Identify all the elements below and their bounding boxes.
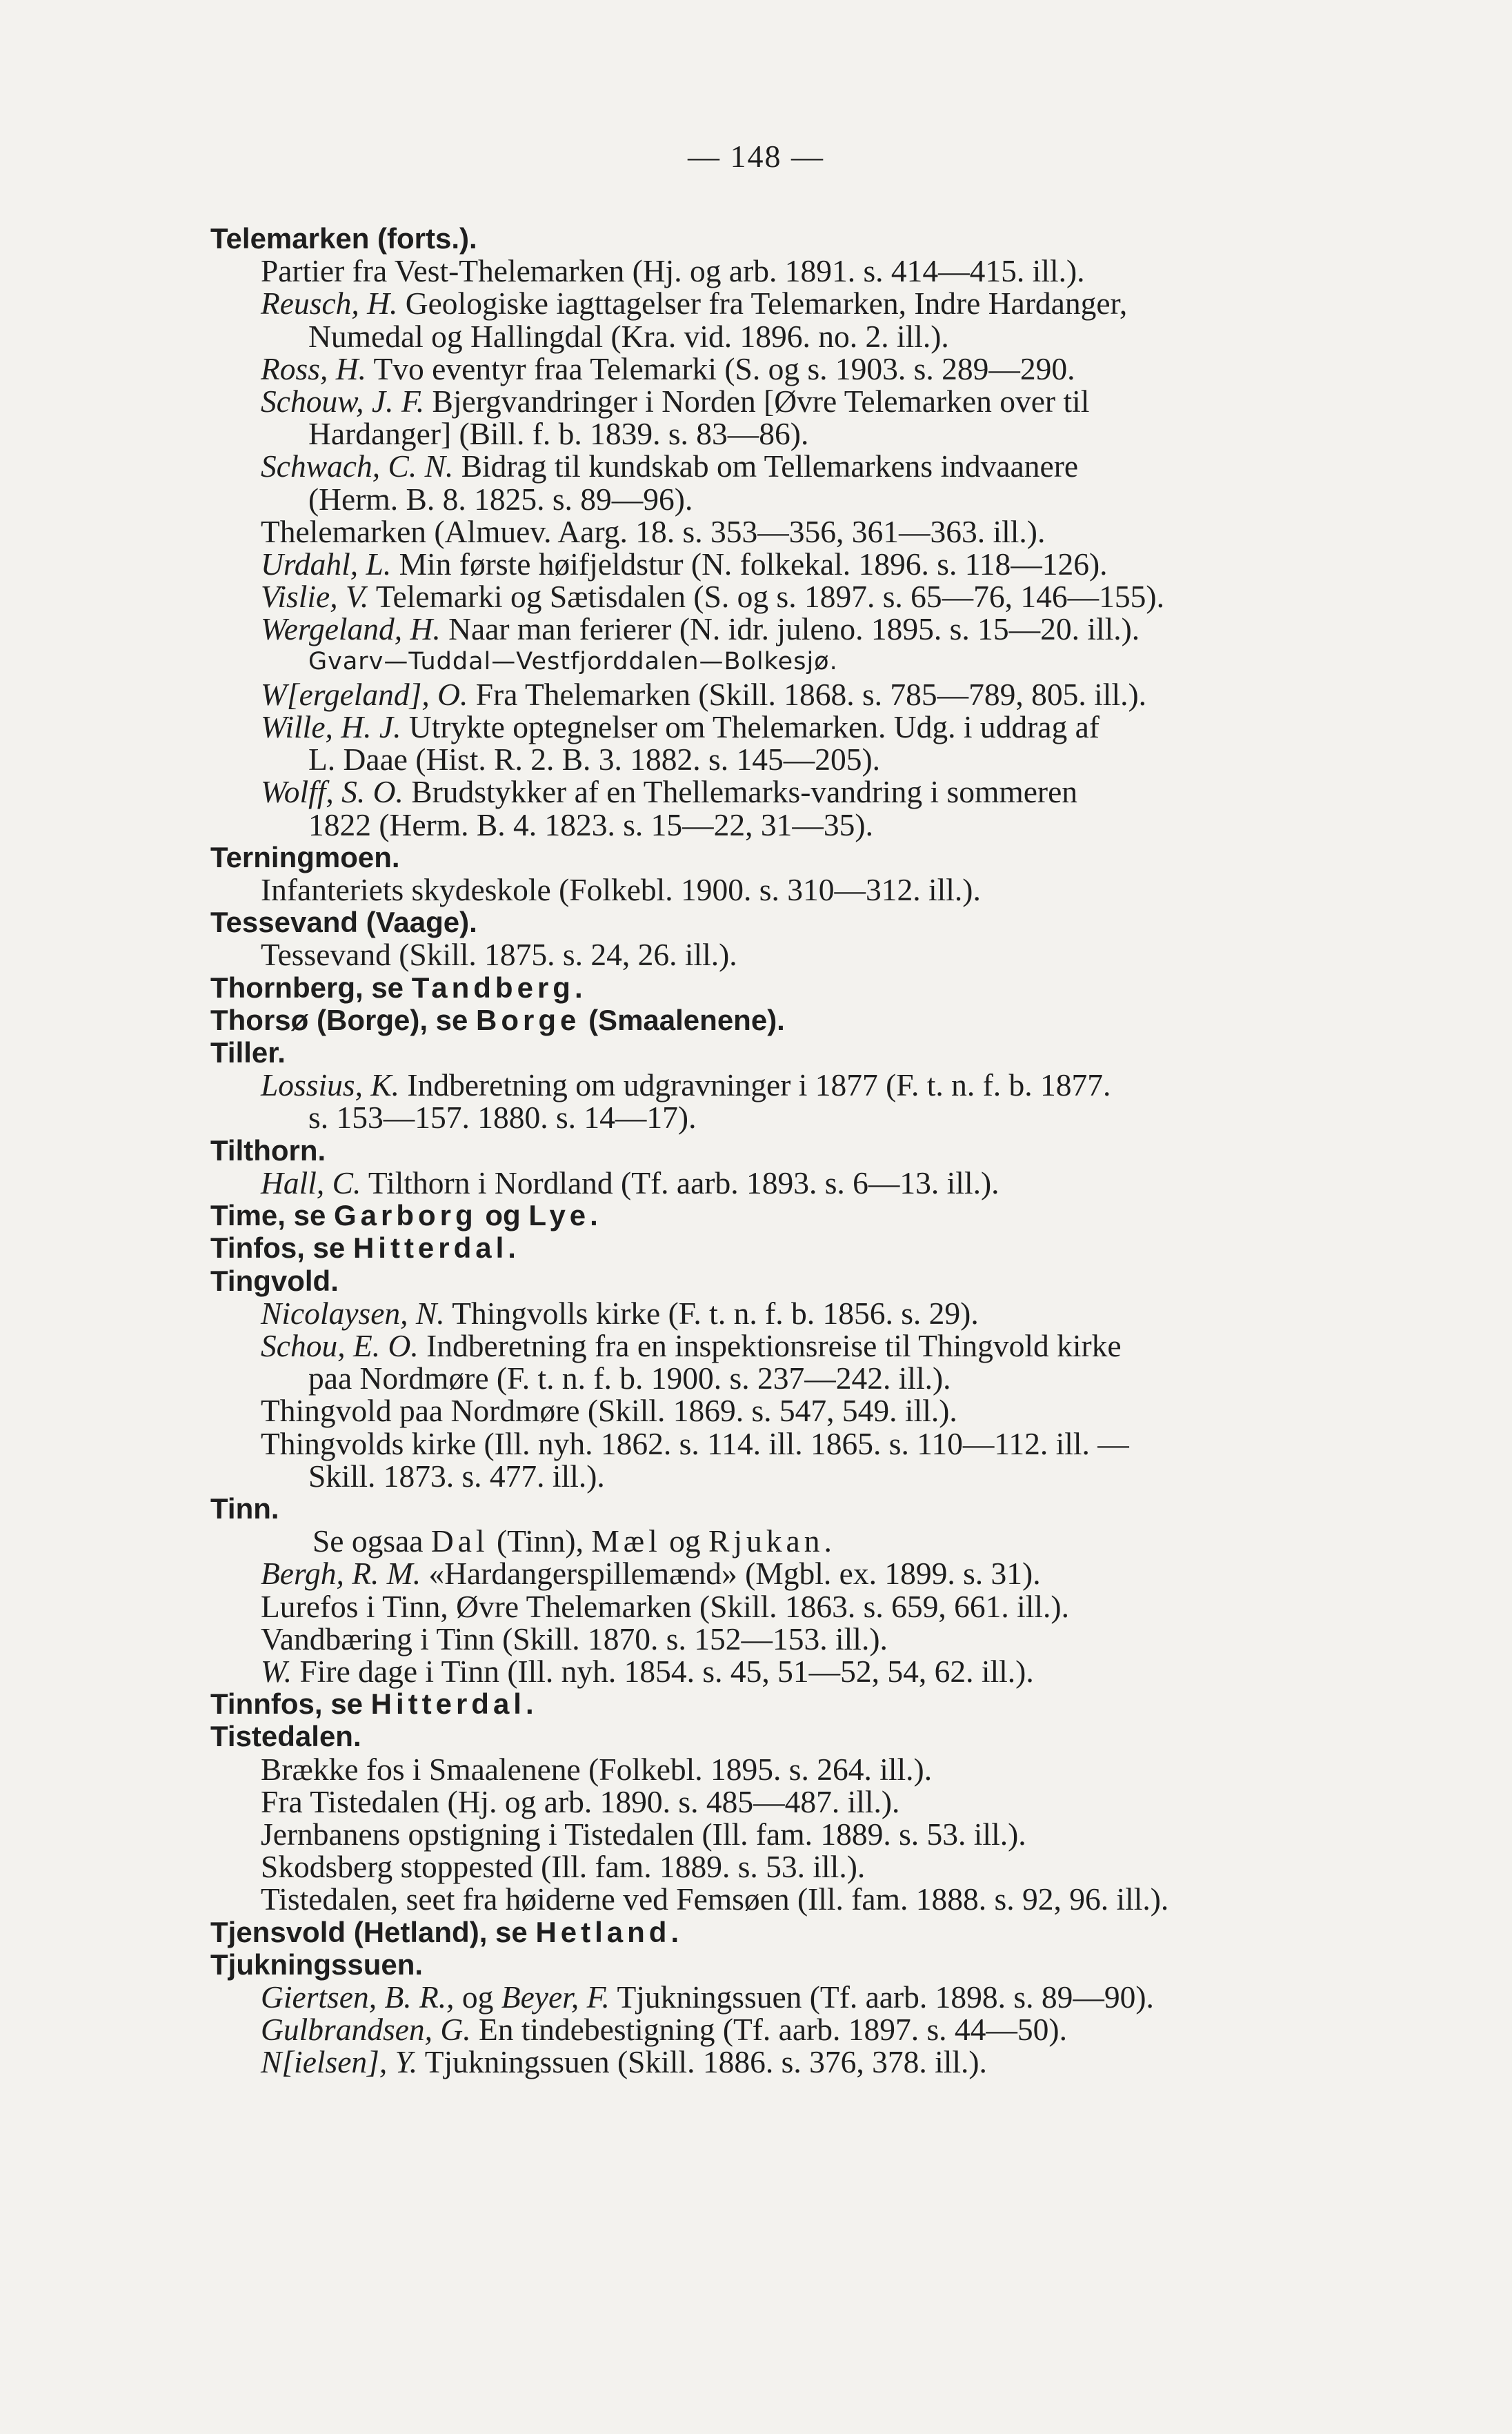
index-entry-line xyxy=(210,548,1397,580)
index-entry-line xyxy=(210,350,1397,386)
entry-text: Tistedalen, seet fra høiderne ved Femsøen (Ill. fam. 1888. s. 92, 96. ill.). xyxy=(261,1881,1169,1917)
entry-text: Geologiske iagttagelser fra Telemarken, Indre Hardanger, xyxy=(397,286,1128,321)
index-heading-line xyxy=(210,1199,1397,1231)
heading-term: Tinnfos, xyxy=(210,1688,323,1721)
index-entry-line xyxy=(210,1101,1397,1134)
entry-text: Naar man ferierer (N. idr. juleno. 1895. s. 15—20. ill.). xyxy=(440,611,1140,647)
author-name: N[ielsen], Y. xyxy=(261,2044,418,2080)
index-heading-line xyxy=(210,1265,1397,1297)
index-entry-line xyxy=(210,1655,1397,1688)
author-name: Bergh, R. M. xyxy=(261,1556,421,1592)
entry-text: paa Nordmøre (F. t. n. f. b. 1900. s. 237—242. ill.). xyxy=(308,1361,951,1396)
entry-text: se xyxy=(304,1231,353,1265)
entry-text: Fire dage i Tinn (Ill. nyh. 1854. s. 45, 51—52, 54, 62. ill.). xyxy=(292,1653,1034,1689)
cross-reference: Hitterdal. xyxy=(352,1231,520,1265)
heading-term: Tistedalen. xyxy=(210,1720,361,1753)
entry-text: Vandbæring i Tinn (Skill. 1870. s. 152—153. ill.). xyxy=(261,1621,888,1656)
index-heading-line xyxy=(210,1134,1397,1167)
index-entry-line xyxy=(210,1329,1397,1362)
heading-term: Tjukningssuen. xyxy=(210,1948,424,1981)
entry-text: Gvarv—Tuddal—Vestfjorddalen—Bolkesjø. xyxy=(308,647,838,675)
index-entry-line xyxy=(210,809,1397,841)
author-name: Wille, H. J. xyxy=(261,709,401,745)
entry-text: Brække fos i Smaalenene (Folkebl. 1895. s. 264. ill.). xyxy=(261,1751,933,1787)
index-entry-line xyxy=(210,1167,1397,1199)
index-entry-line xyxy=(210,483,1397,515)
index-heading-line xyxy=(210,1004,1397,1036)
index-body xyxy=(210,222,1397,2079)
index-entry-line xyxy=(210,1525,1397,1557)
author-name: Ross, H. xyxy=(261,350,366,386)
entry-text: Thingvolls kirke (F. t. n. f. b. 1856. s. 29). xyxy=(444,1295,979,1331)
entry-text: (Borge), se xyxy=(308,1003,477,1036)
entry-text: Tvo eventyr fraa Telemarki (S. og s. 1903. s. 289—290. xyxy=(366,350,1075,386)
author-name: Gulbrandsen, G. xyxy=(261,2012,471,2048)
author-name: Wolff, S. O. xyxy=(261,774,404,810)
entry-text: og xyxy=(454,1979,501,2015)
heading-term: Tingvold. xyxy=(210,1264,339,1297)
heading-term: Tinn. xyxy=(210,1492,279,1525)
entry-text: Bjergvandringer i Norden [Øvre Telemarken over til xyxy=(424,384,1090,419)
index-entry-line xyxy=(210,646,1397,678)
author-name: Schouw, J. F. xyxy=(261,384,425,419)
index-entry-line xyxy=(210,1818,1397,1850)
entry-text: se xyxy=(363,971,412,1004)
author-name: Schwach, C. N. xyxy=(261,448,454,484)
index-entry-line xyxy=(210,1460,1397,1492)
entry-text: Utrykte optegnelser om Thelemarken. Udg. i uddrag af xyxy=(401,709,1100,745)
author-name: Nicolaysen, N. xyxy=(261,1295,445,1331)
heading-term: Terningmoen. xyxy=(210,840,400,873)
index-entry-line xyxy=(210,775,1397,808)
index-heading-line xyxy=(210,906,1397,938)
cross-reference: Rjukan. xyxy=(708,1523,836,1559)
heading-term: Time, xyxy=(210,1199,286,1232)
index-entry-line xyxy=(210,1753,1397,1785)
author-name: Reusch, H. xyxy=(261,286,398,321)
entry-text: (Tinn), xyxy=(488,1523,592,1559)
entry-text: «Hardangerspillemænd» (Mgbl. ex. 1899. s. 31). xyxy=(421,1556,1041,1592)
index-entry-line xyxy=(210,613,1397,645)
entry-text: Fra Thelemarken (Skill. 1868. s. 785—789, 805. ill.). xyxy=(468,676,1146,712)
index-entry-line xyxy=(210,873,1397,906)
index-heading-line xyxy=(210,971,1397,1004)
author-name: Urdahl, L. xyxy=(261,546,392,582)
entry-text: Lurefos i Tinn, Øvre Thelemarken (Skill. 1863. s. 659, 661. ill.). xyxy=(261,1588,1069,1624)
entry-text: (Vaage). xyxy=(366,906,477,939)
entry-text: Indberetning om udgravninger i 1877 (F. t. n. f. b. 1877. xyxy=(399,1067,1111,1103)
heading-term: Tinfos, xyxy=(210,1231,305,1265)
author-name: Schou, E. O. xyxy=(261,1327,419,1363)
entry-text: s. 153—157. 1880. s. 14—17). xyxy=(308,1100,697,1136)
entry-text: (Smaalenene). xyxy=(580,1003,785,1036)
entry-text: og xyxy=(661,1523,709,1559)
entry-text: L. Daae (Hist. R. 2. B. 3. 1882. s. 145—205). xyxy=(308,742,881,778)
index-entry-line xyxy=(210,2046,1397,2078)
index-entry-line xyxy=(210,287,1397,319)
entry-text: Indberetning fra en inspektionsreise til Thingvold kirke xyxy=(418,1327,1122,1363)
entry-text: Thelemarken (Almuev. Aarg. 18. s. 353—356, 361—363. ill.). xyxy=(261,513,1046,549)
page-number: — 148 — xyxy=(688,139,824,174)
index-entry-line xyxy=(210,580,1397,613)
index-entry-line xyxy=(210,450,1397,482)
entry-text: Jernbanens opstigning i Tistedalen (Ill. fam. 1889. s. 53. ill.). xyxy=(261,1816,1026,1852)
author-name: Wergeland, H. xyxy=(261,611,441,647)
cross-reference: Dal xyxy=(430,1523,489,1559)
index-heading-line xyxy=(210,1720,1397,1752)
cross-reference: Tandberg. xyxy=(411,971,587,1004)
index-heading-line xyxy=(210,1492,1397,1525)
entry-text: En tindebestigning (Tf. aarb. 1897. s. 44—50). xyxy=(470,2012,1067,2048)
cross-reference: Hitterdal. xyxy=(370,1688,538,1721)
author-name: Hall, C. xyxy=(261,1165,361,1200)
index-entry-line xyxy=(210,1069,1397,1101)
entry-text: (Herm. B. 8. 1825. s. 89—96). xyxy=(308,481,693,517)
author-name: W[ergeland], O. xyxy=(261,676,468,712)
index-entry-line xyxy=(210,515,1397,548)
cross-reference: Hetland. xyxy=(535,1915,684,1948)
entry-text: Bidrag til kundskab om Tellemarkens indvaanere xyxy=(453,448,1079,484)
index-entry-line xyxy=(210,711,1397,743)
index-heading-line xyxy=(210,1948,1397,1981)
index-entry-line xyxy=(210,1394,1397,1427)
entry-text: Tessevand (Skill. 1875. s. 24, 26. ill.). xyxy=(261,937,737,973)
entry-text: og xyxy=(477,1199,529,1232)
entry-text: se xyxy=(322,1688,371,1721)
index-heading-line xyxy=(210,841,1397,873)
heading-term: Thorsø xyxy=(210,1003,309,1036)
cross-reference: Borge xyxy=(476,1003,581,1036)
index-entry-line xyxy=(210,742,1397,778)
entry-text: Infanteriets skydeskole (Folkebl. 1900. s. 310—312. ill.). xyxy=(261,872,981,908)
author-name: Vislie, V. xyxy=(261,579,369,615)
entry-text: Telemarki og Sætisdalen (S. og s. 1897. s. 65—76, 146—155). xyxy=(368,579,1164,615)
heading-term: Tjensvold xyxy=(210,1915,346,1948)
entry-text: Tjukningssuen (Skill. 1886. s. 376, 378. ill.). xyxy=(417,2044,987,2080)
cross-reference: Lye. xyxy=(528,1199,602,1232)
index-entry-line xyxy=(210,1883,1397,1915)
entry-text: 1822 (Herm. B. 4. 1823. s. 15—22, 31—35). xyxy=(308,807,873,842)
index-heading-line xyxy=(210,222,1397,255)
index-entry-line xyxy=(210,1297,1397,1329)
index-heading-line xyxy=(210,1036,1397,1069)
heading-term: Tilthorn. xyxy=(210,1134,326,1167)
author-name: W. xyxy=(261,1653,292,1689)
index-entry-line xyxy=(210,1785,1397,1818)
heading-term: Tiller. xyxy=(210,1036,286,1069)
entry-text: Brudstykker af en Thellemarks-vandring i sommeren xyxy=(403,774,1078,810)
cross-reference: Mæl xyxy=(591,1523,662,1559)
entry-text: (Hetland), se xyxy=(346,1915,536,1948)
heading-term: Thornberg, xyxy=(210,971,364,1004)
index-entry-line xyxy=(210,938,1397,971)
entry-text: Thingvold paa Nordmøre (Skill. 1869. s. 547, 549. ill.). xyxy=(261,1393,957,1429)
entry-text: se xyxy=(285,1199,334,1232)
entry-text: Skill. 1873. s. 477. ill.). xyxy=(308,1458,605,1494)
index-entry-line xyxy=(210,1362,1397,1394)
heading-term: Telemarken xyxy=(210,222,370,255)
index-entry-line xyxy=(210,385,1397,417)
index-entry-line xyxy=(210,1427,1397,1460)
entry-text: Min første høifjeldstur (N. folkekal. 1896. s. 118—126). xyxy=(391,546,1108,582)
author-name: Lossius, K. xyxy=(261,1067,400,1103)
index-heading-line xyxy=(210,1231,1397,1264)
index-entry-line xyxy=(210,417,1397,450)
entry-text: (forts.). xyxy=(377,222,477,255)
index-entry-line xyxy=(210,1623,1397,1655)
author-name: Giertsen, B. R., xyxy=(261,1979,455,2015)
author-name: Beyer, F. xyxy=(501,1979,610,2015)
heading-term: Tessevand xyxy=(210,906,358,939)
index-entry-line xyxy=(210,1850,1397,1883)
entry-text: Tjukningssuen (Tf. aarb. 1898. s. 89—90). xyxy=(609,1979,1154,2015)
index-entry-line xyxy=(210,1981,1397,2013)
entry-text: Fra Tistedalen (Hj. og arb. 1890. s. 485—487. ill.). xyxy=(261,1783,900,1819)
entry-text: Tilthorn i Nordland (Tf. aarb. 1893. s. 6—13. ill.). xyxy=(361,1165,999,1200)
index-entry-line xyxy=(210,2013,1397,2046)
entry-text: Skodsberg stoppested (Ill. fam. 1889. s. 53. ill.). xyxy=(261,1849,866,1885)
index-heading-line xyxy=(210,1916,1397,1948)
index-entry-line xyxy=(210,255,1397,287)
entry-text: Se ogsaa xyxy=(312,1523,431,1559)
index-entry-line xyxy=(210,1590,1397,1623)
index-entry-line xyxy=(210,320,1397,353)
index-heading-line xyxy=(210,1688,1397,1720)
entry-text: Numedal og Hallingdal (Kra. vid. 1896. no. 2. ill.). xyxy=(308,318,949,354)
cross-reference: Garborg xyxy=(334,1199,477,1232)
entry-text: Thingvolds kirke (Ill. nyh. 1862. s. 114. ill. 1865. s. 110—112. ill. — xyxy=(261,1425,1129,1461)
index-entry-line xyxy=(210,1557,1397,1590)
index-entry-line xyxy=(210,678,1397,711)
entry-text: Partier fra Vest-Thelemarken (Hj. og arb. 1891. s. 414—415. ill.). xyxy=(261,253,1085,289)
entry-text: Hardanger] (Bill. f. b. 1839. s. 83—86). xyxy=(308,416,809,452)
